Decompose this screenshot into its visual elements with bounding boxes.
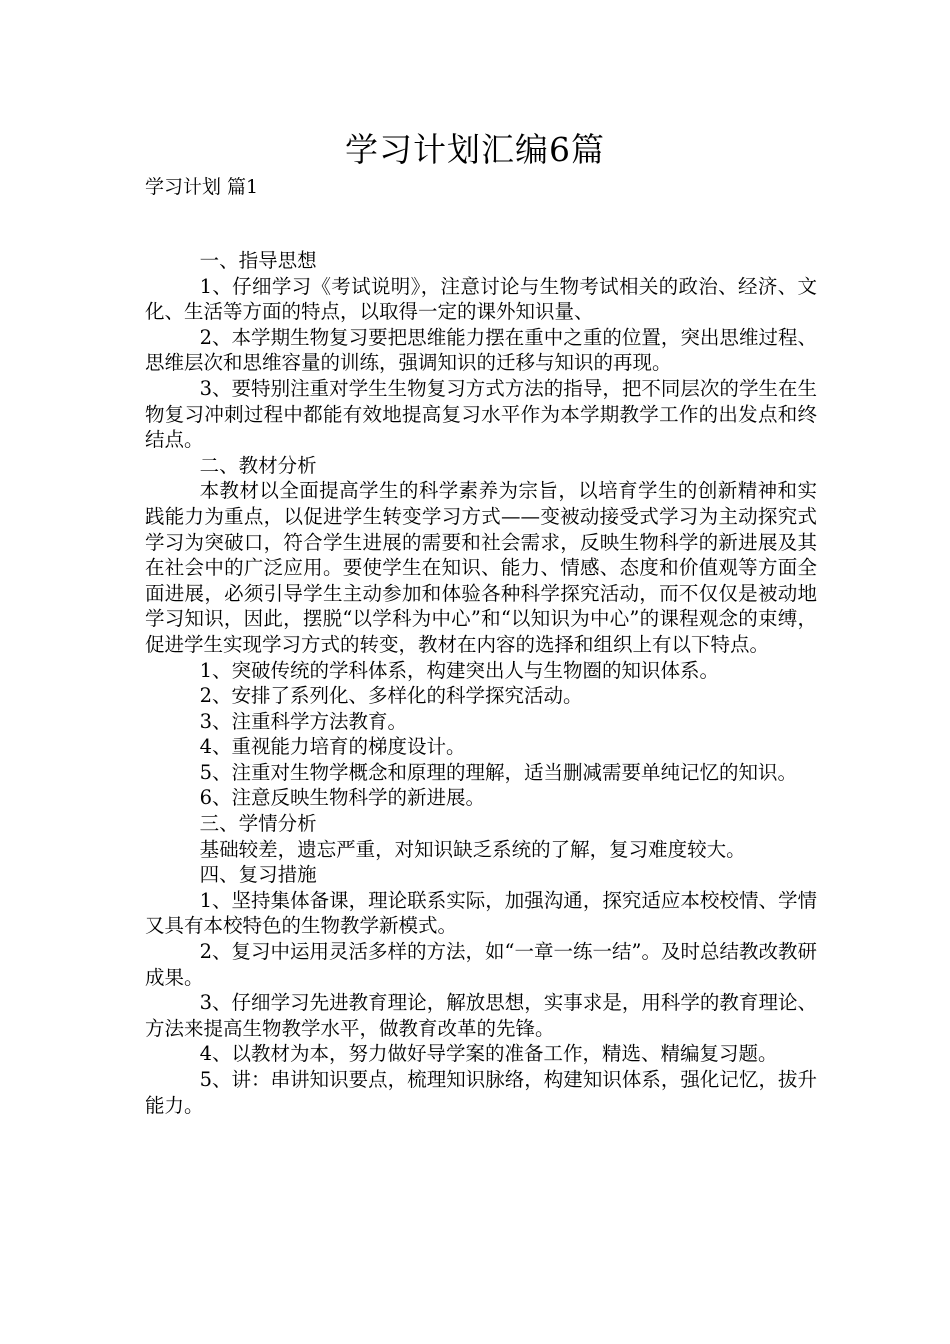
list-item: 2、安排了系列化、多样化的科学探究活动。 [199, 684, 583, 708]
list-item: 1、突破传统的学科体系，构建突出人与生物圈的知识体系。 [199, 658, 720, 682]
section-subtitle: 学习计划 篇1 [145, 176, 259, 198]
list-item: 5、注重对生物学概念和原理的理解，适当删减需要单纯记忆的知识。 [199, 760, 798, 784]
heading-learning-analysis: 三、学情分析 [199, 812, 317, 836]
document-body [145, 248, 817, 1118]
heading-guiding-thought: 一、指导思想 [199, 249, 317, 272]
paragraph: 3、要特别注重对学生生物复习方式方法的指导，把不同层次的学生在生物复习冲刺过程中都能有效地提高复习水平作为本学期教学工作的出发点和终结点。 [145, 376, 817, 452]
list-item: 4、重视能力培育的梯度设计。 [199, 735, 466, 759]
page-title: 学习计划汇编6篇 [345, 130, 605, 169]
paragraph: 1、仔细学习《考试说明》，注意讨论与生物考试相关的政治、经济、文化、生活等方面的特点，以取得一定的课外知识量、 [145, 274, 817, 324]
list-item: 2、复习中运用灵活多样的方法，如“一章一练一结”。及时总结教改教研成果。 [145, 940, 817, 989]
paragraph: 2、本学期生物复习要把思维能力摆在重中之重的位置，突出思维过程、思维层次和思维容量的训练，强调知识的迁移与知识的再现。 [145, 325, 817, 375]
list-item: 3、注重科学方法教育。 [199, 709, 408, 733]
paragraph: 基础较差，遗忘严重，对知识缺乏系统的了解，复习难度较大。 [199, 837, 746, 861]
heading-textbook-analysis: 二、教材分析 [199, 453, 317, 477]
list-item: 1、坚持集体备课，理论联系实际，加强沟通，探究适应本校校情、学情又具有本校特色的生物教学新模式。 [145, 888, 817, 938]
heading-review-measures: 四、复习措施 [199, 863, 317, 887]
list-item: 5、讲：串讲知识要点，梳理知识脉络，构建知识体系，强化记忆，拔升能力。 [145, 1068, 817, 1117]
list-item: 6、注意反映生物科学的新进展。 [199, 786, 486, 810]
list-item: 4、以教材为本，努力做好导学案的准备工作，精选、精编复习题。 [199, 1042, 778, 1066]
paragraph: 本教材以全面提高学生的科学素养为宗旨，以培育学生的创新精神和实践能力为重点，以促进学生转变学习方式——变被动接受式学习为主动探究式学习为突破口，符合学生进展的需要和社会需求，反映生物科学的新进展及其在社会中的广泛应用。要使学生在知识、能力、情感、态度和价值观等方面全面进展，必须引导学生主动参加和体验各种科学探究活动，而不仅仅是被动地学习知识，因此，摆脱“以学科为中心”和“以知识为中心”的课程观念的束缚，促进学生实现学习方式的转变，教材在内容的选择和组织上有以下特点。 [145, 479, 817, 656]
list-item: 3、仔细学习先进教育理论，解放思想，实事求是，用科学的教育理论、方法来提高生物教学水平，做教育改革的先锋。 [145, 991, 817, 1040]
